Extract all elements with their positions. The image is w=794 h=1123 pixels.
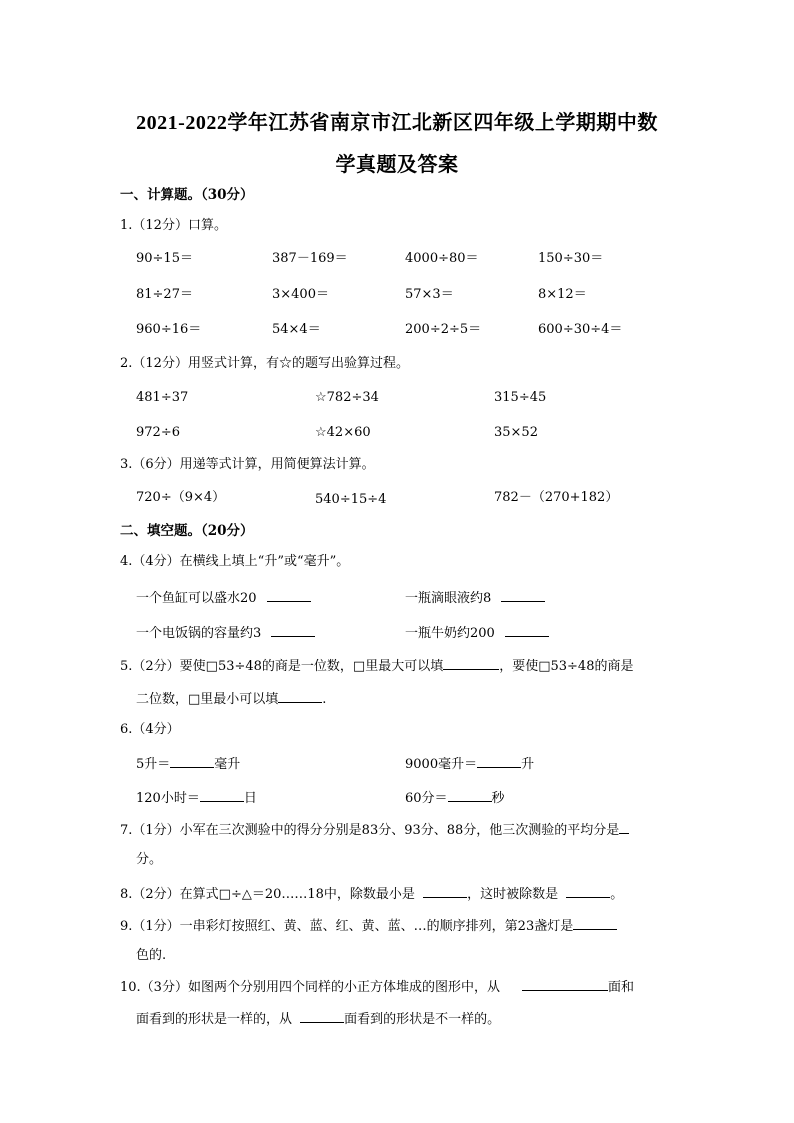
- calc-item: 600÷30÷4＝: [538, 322, 623, 337]
- section-heading: 二、填空题。（20分）: [120, 523, 254, 539]
- calc-item: 57×3＝: [405, 287, 454, 302]
- question-text: ，要使□53÷48的商是: [499, 659, 634, 674]
- question-text: 10.（3分）如图两个分别用四个同样的小正方体堆成的图形中，从: [120, 980, 500, 995]
- question-text: 面看到的形状是不一样的。: [344, 1012, 501, 1027]
- fill-text: 一个鱼缸可以盛水20: [136, 591, 257, 606]
- question-10-cont: [136, 1008, 500, 1029]
- question-text: 。: [610, 887, 624, 902]
- answer-blank[interactable]: [271, 622, 315, 637]
- question-5: [120, 655, 633, 676]
- calc-item: 3×400＝: [272, 287, 329, 302]
- fill-item: [405, 587, 545, 608]
- calc-item: 54×4＝: [272, 322, 321, 337]
- question-7: [120, 819, 629, 840]
- question-7-cont: 分。: [136, 852, 163, 867]
- fill-unit: 秒: [491, 791, 505, 806]
- calc-item: 720÷（9×4）: [136, 490, 226, 505]
- fill-item: [405, 753, 534, 774]
- fill-unit: 日: [243, 791, 257, 806]
- fill-item: [405, 622, 549, 643]
- calc-item: 540÷15÷4: [315, 492, 387, 507]
- question-text: 8.（2分）在算式□÷△＝20……18中，除数最小是: [120, 887, 415, 902]
- calc-item: 315÷45: [494, 390, 547, 405]
- answer-blank[interactable]: [619, 819, 629, 834]
- answer-blank[interactable]: [505, 622, 549, 637]
- question-5-cont: [136, 688, 326, 709]
- fill-unit: 毫升: [214, 757, 241, 772]
- question-stem: 1.（12分）口算。: [120, 218, 227, 233]
- calc-item: 960÷16＝: [136, 322, 202, 337]
- fill-item: [405, 787, 505, 808]
- calc-item: 35×52: [494, 425, 538, 440]
- calc-item: 972÷6: [136, 425, 180, 440]
- fill-item: [136, 787, 257, 808]
- fill-text: 一瓶牛奶约200: [405, 626, 495, 641]
- question-stem: 2.（12分）用竖式计算，有☆的题写出验算过程。: [120, 356, 409, 371]
- question-text: 5.（2分）要使□53÷48的商是一位数，□里最大可以填: [120, 659, 444, 674]
- question-text: 二位数，□里最小可以填: [136, 692, 279, 707]
- answer-blank[interactable]: [170, 753, 214, 768]
- page-title-line2: 学真题及答案: [335, 154, 459, 176]
- answer-blank[interactable]: [200, 787, 244, 802]
- question-9: [120, 915, 617, 936]
- calc-item: 481÷37: [136, 390, 189, 405]
- calc-item: ☆782÷34: [315, 390, 379, 405]
- calc-item: 387－169＝: [272, 251, 348, 266]
- section-heading: 一、计算题。（30分）: [120, 187, 254, 203]
- answer-blank[interactable]: [566, 883, 610, 898]
- question-9-cont: 色的.: [136, 948, 167, 963]
- question-text: 7.（1分）小军在三次测验中的得分分别是83分、93分、88分，他三次测验的平均分是: [120, 823, 620, 838]
- question-text: 面看到的形状是一样的，从: [136, 1012, 293, 1027]
- fill-text: 5升＝: [136, 757, 171, 772]
- answer-blank[interactable]: [477, 753, 521, 768]
- answer-blank[interactable]: [448, 787, 492, 802]
- calc-item: 200÷2÷5＝: [405, 322, 482, 337]
- calc-item: 81÷27＝: [136, 287, 193, 302]
- calc-item: 782－（270+182）: [494, 490, 619, 505]
- question-text: ，这时被除数是: [467, 887, 559, 902]
- fill-text: 9000毫升＝: [405, 757, 478, 772]
- question-10: [120, 976, 634, 997]
- calc-item: 8×12＝: [538, 287, 587, 302]
- question-text: 面和: [607, 980, 634, 995]
- page-title-line1: 2021-2022学年江苏省南京市江北新区四年级上学期期中数: [136, 112, 658, 134]
- fill-item: [136, 622, 315, 643]
- question-stem: 4.（4分）在横线上填上“升”或“毫升”。: [120, 554, 350, 569]
- fill-text: 60分＝: [405, 791, 448, 806]
- answer-blank[interactable]: [423, 883, 467, 898]
- calc-item: 150÷30＝: [538, 251, 604, 266]
- answer-blank[interactable]: [267, 587, 311, 602]
- calc-item: 90÷15＝: [136, 251, 193, 266]
- fill-item: [136, 587, 311, 608]
- answer-blank[interactable]: [501, 587, 545, 602]
- answer-blank[interactable]: [278, 688, 322, 703]
- fill-text: 120小时＝: [136, 791, 200, 806]
- answer-blank[interactable]: [573, 915, 617, 930]
- question-text: .: [322, 692, 327, 707]
- calc-item: 4000÷80＝: [405, 251, 479, 266]
- answer-blank[interactable]: [522, 976, 608, 991]
- calc-item: ☆42×60: [315, 425, 371, 440]
- answer-blank[interactable]: [443, 655, 499, 670]
- answer-blank[interactable]: [300, 1008, 344, 1023]
- question-stem: 3.（6分）用递等式计算，用简便算法计算。: [120, 457, 375, 472]
- question-text: 9.（1分）一串彩灯按照红、黄、蓝、红、黄、蓝、…的顺序排列，第23盏灯是: [120, 919, 574, 934]
- question-8: [120, 883, 623, 904]
- fill-text: 一个电饭锅的容量约3: [136, 626, 262, 641]
- fill-item: [136, 753, 240, 774]
- question-stem: 6.（4分）: [120, 722, 180, 737]
- fill-unit: 升: [521, 757, 535, 772]
- fill-text: 一瓶滴眼液约8: [405, 591, 492, 606]
